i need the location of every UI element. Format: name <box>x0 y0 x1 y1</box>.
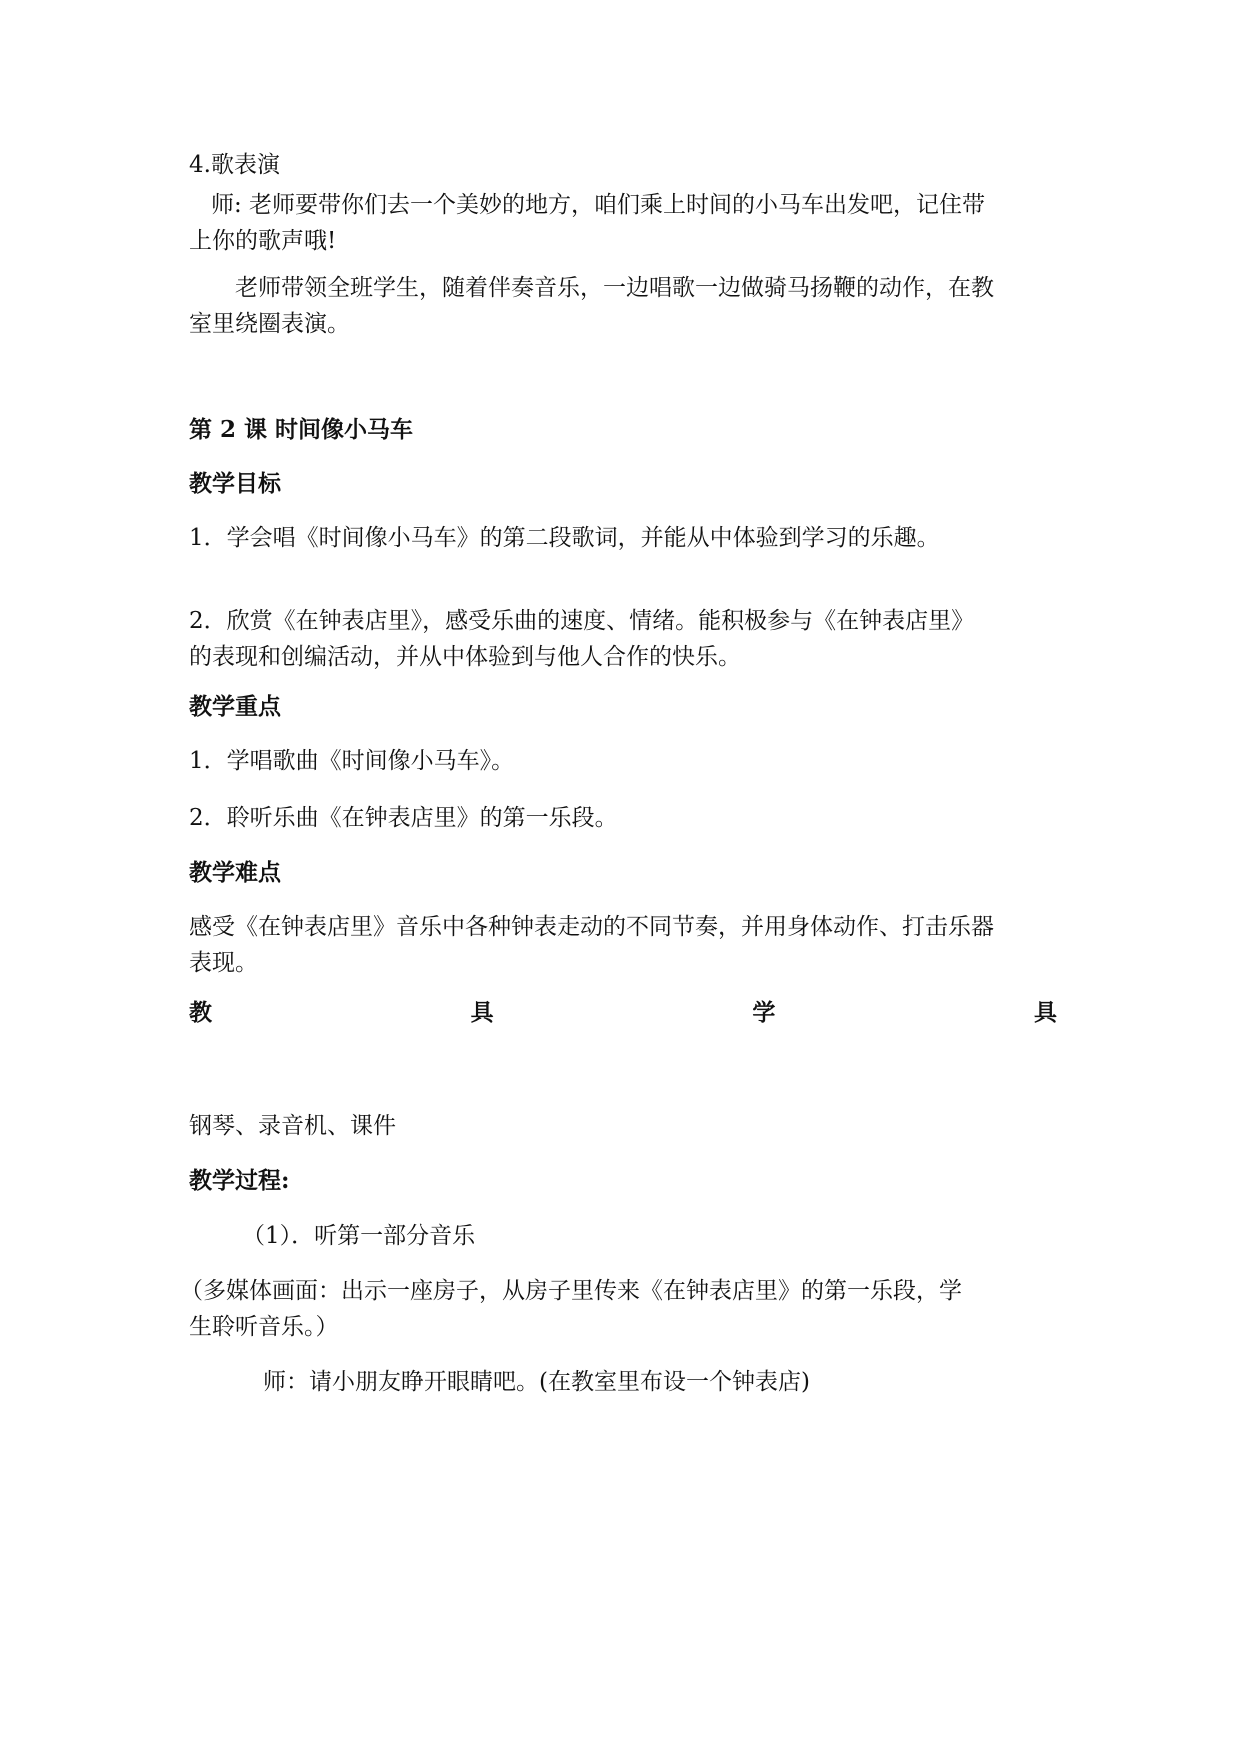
goals-heading: 教学目标 <box>189 470 281 497</box>
lesson-title: 第 2 课 时间像小马车 <box>189 416 414 443</box>
goal-item-continued: 的表现和创编活动，并从中体验到与他人合作的快乐。 <box>189 644 741 670</box>
goal-item: 1．学会唱《时间像小马车》的第二段歌词，并能从中体验到学习的乐趣。 <box>189 525 940 551</box>
section-heading: 4.歌表演 <box>189 152 280 178</box>
tools-heading-char: 学 <box>752 999 776 1026</box>
process-note-continued: 生聆听音乐。） <box>189 1314 339 1340</box>
tools-heading-char: 具 <box>1033 999 1057 1026</box>
difficulty-text-continued: 表现。 <box>189 950 258 976</box>
tools-heading-char: 具 <box>470 999 494 1026</box>
difficulty-text: 感受《在钟表店里》音乐中各种钟表走动的不同节奏，并用身体动作、打击乐器 <box>189 914 994 940</box>
teacher-line: 师：请小朋友睁开眼睛吧。(在教室里布设一个钟表店) <box>263 1369 810 1395</box>
goal-item: 2．欣赏《在钟表店里》，感受乐曲的速度、情绪。能积极参与《在钟表店里》 <box>189 608 975 634</box>
paragraph-line: 上你的歌声哦! <box>189 228 337 254</box>
tools-list: 钢琴、录音机、课件 <box>189 1113 396 1139</box>
process-note: （多媒体画面：出示一座房子，从房子里传来《在钟表店里》的第一乐段，学 <box>180 1278 962 1304</box>
key-points-heading: 教学重点 <box>189 693 281 720</box>
process-heading: 教学过程: <box>189 1167 290 1194</box>
tools-heading-char: 教 <box>189 999 212 1026</box>
difficulty-heading: 教学难点 <box>189 859 281 886</box>
key-point-item: 1．学唱歌曲《时间像小马车》。 <box>189 748 515 774</box>
process-step: （1）．听第一部分音乐 <box>242 1223 476 1249</box>
key-point-item: 2．聆听乐曲《在钟表店里》的第一乐段。 <box>189 805 618 831</box>
paragraph-line: 师: 老师要带你们去一个美妙的地方，咱们乘上时间的小马车出发吧，记住带 <box>211 192 986 218</box>
paragraph-line: 室里绕圈表演。 <box>189 311 350 337</box>
tools-heading <box>189 995 1057 1031</box>
paragraph-line: 老师带领全班学生，随着伴奏音乐，一边唱歌一边做骑马扬鞭的动作，在教 <box>235 275 994 301</box>
